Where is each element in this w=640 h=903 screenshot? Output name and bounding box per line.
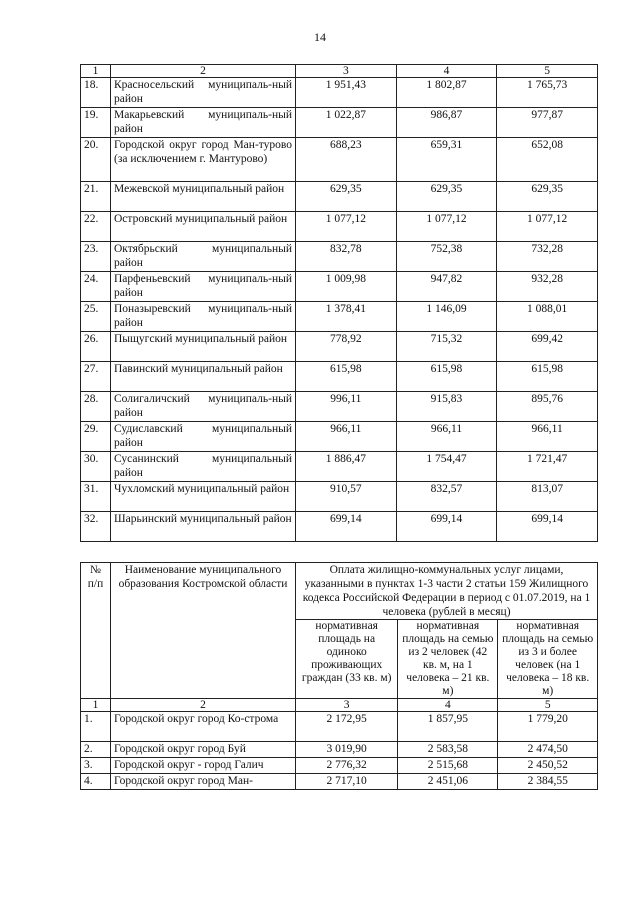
value-col4: 1 146,09 [396, 302, 497, 332]
table-row [81, 332, 598, 362]
value-col5: 699,14 [497, 512, 598, 542]
table-row [81, 302, 598, 332]
column-header-name: Наименование муниципального образования Костромской области [111, 563, 296, 699]
value-col4: 715,32 [396, 332, 497, 362]
table-row [81, 108, 598, 138]
value-col4: 699,14 [396, 512, 497, 542]
value-col5: 977,87 [497, 108, 598, 138]
row-name: Макарьевский муниципаль-ный район [111, 108, 296, 138]
value-col5: 1 077,12 [497, 212, 598, 242]
row-name: Сусанинский муниципальный район [111, 452, 296, 482]
value-col4: 2 515,68 [398, 758, 498, 774]
column-number: 1 [81, 699, 111, 712]
value-col5: 732,28 [497, 242, 598, 272]
value-col4: 1 802,87 [396, 78, 497, 108]
value-col4: 832,57 [396, 482, 497, 512]
row-name: Парфеньевский муниципаль-ный район [111, 272, 296, 302]
value-col5: 2 474,50 [498, 742, 598, 758]
value-col4: 2 451,06 [398, 774, 498, 790]
column-number: 3 [296, 65, 397, 78]
value-col5: 652,08 [497, 138, 598, 182]
row-number: 20. [81, 138, 111, 182]
row-name: Островский муниципальный район [111, 212, 296, 242]
value-col3: 1 951,43 [296, 78, 397, 108]
column-number: 5 [498, 699, 598, 712]
row-name: Городской округ город Ко-строма [111, 712, 296, 742]
value-col3: 1 077,12 [296, 212, 397, 242]
table-row [81, 452, 598, 482]
subheader-single: нормативная площадь на одиноко проживающих граждан (33 кв. м) [296, 620, 398, 699]
row-name: Межевской муниципальный район [111, 182, 296, 212]
value-col4: 1 077,12 [396, 212, 497, 242]
value-col5: 813,07 [497, 482, 598, 512]
table-row [81, 422, 598, 452]
page-number: 14 [314, 30, 326, 44]
column-number: 4 [398, 699, 498, 712]
row-number: 27. [81, 362, 111, 392]
table-row [81, 482, 598, 512]
value-col5: 615,98 [497, 362, 598, 392]
table-row [81, 272, 598, 302]
column-number: 2 [111, 699, 296, 712]
value-col4: 629,35 [396, 182, 497, 212]
column-number: 3 [296, 699, 398, 712]
table-row [81, 242, 598, 272]
value-col4: 615,98 [396, 362, 497, 392]
value-col3: 2 776,32 [296, 758, 398, 774]
value-col3: 778,92 [296, 332, 397, 362]
value-col3: 1 022,87 [296, 108, 397, 138]
row-number: 1. [81, 712, 111, 742]
value-col5: 2 384,55 [498, 774, 598, 790]
row-name: Городской округ город Буй [111, 742, 296, 758]
row-number: 22. [81, 212, 111, 242]
table-row [81, 742, 598, 758]
value-col4: 986,87 [396, 108, 497, 138]
row-number: 29. [81, 422, 111, 452]
value-col3: 1 886,47 [296, 452, 397, 482]
value-col4: 1 754,47 [396, 452, 497, 482]
value-col5: 1 088,01 [497, 302, 598, 332]
row-name: Шарьинский муниципальный район [111, 512, 296, 542]
payment-table [80, 562, 598, 790]
row-name: Пыщугский муниципальный район [111, 332, 296, 362]
column-number-row [81, 699, 598, 712]
value-col5: 1 765,73 [497, 78, 598, 108]
row-number: 3. [81, 758, 111, 774]
row-number: 25. [81, 302, 111, 332]
table-row [81, 182, 598, 212]
value-col3: 629,35 [296, 182, 397, 212]
column-number: 1 [81, 65, 111, 78]
continued-table [80, 64, 598, 542]
value-col3: 615,98 [296, 362, 397, 392]
value-col3: 2 717,10 [296, 774, 398, 790]
table-row [81, 774, 598, 790]
row-name: Поназыревский муниципаль-ный район [111, 302, 296, 332]
value-col4: 966,11 [396, 422, 497, 452]
value-col3: 832,78 [296, 242, 397, 272]
value-col3: 2 172,95 [296, 712, 398, 742]
column-number-row [81, 65, 598, 78]
row-number: 28. [81, 392, 111, 422]
subheader-three-plus: нормативная площадь на семью из 3 и более человек (на 1 человека – 18 кв. м) [498, 620, 598, 699]
row-number: 4. [81, 774, 111, 790]
column-header-number: № п/п [81, 563, 111, 699]
row-number: 18. [81, 78, 111, 108]
row-name: Солигаличский муниципаль-ный район [111, 392, 296, 422]
value-col5: 966,11 [497, 422, 598, 452]
row-name: Судиславский муниципальный район [111, 422, 296, 452]
value-col5: 1 721,47 [497, 452, 598, 482]
row-number: 21. [81, 182, 111, 212]
row-number: 26. [81, 332, 111, 362]
row-name: Павинский муниципальный район [111, 362, 296, 392]
value-col3: 688,23 [296, 138, 397, 182]
table-row [81, 78, 598, 108]
table-row [81, 138, 598, 182]
value-col3: 3 019,90 [296, 742, 398, 758]
value-col4: 752,38 [396, 242, 497, 272]
row-number: 23. [81, 242, 111, 272]
value-col3: 996,11 [296, 392, 397, 422]
column-number: 4 [396, 65, 497, 78]
row-name: Городской округ город Ман- [111, 774, 296, 790]
value-col5: 699,42 [497, 332, 598, 362]
value-col5: 2 450,52 [498, 758, 598, 774]
row-number: 19. [81, 108, 111, 138]
value-col3: 1 009,98 [296, 272, 397, 302]
value-col4: 2 583,58 [398, 742, 498, 758]
row-number: 31. [81, 482, 111, 512]
value-col3: 699,14 [296, 512, 397, 542]
row-number: 30. [81, 452, 111, 482]
value-col4: 1 857,95 [398, 712, 498, 742]
value-col4: 915,83 [396, 392, 497, 422]
row-name: Октябрьский муниципальный район [111, 242, 296, 272]
value-col5: 932,28 [497, 272, 598, 302]
row-name: Городской округ город Ман-турово (за исключением г. Мантурово) [111, 138, 296, 182]
row-name: Красносельский муниципаль-ный район [111, 78, 296, 108]
column-number: 2 [111, 65, 296, 78]
row-name: Городской округ - город Галич [111, 758, 296, 774]
value-col4: 659,31 [396, 138, 497, 182]
value-col4: 947,82 [396, 272, 497, 302]
table-row [81, 392, 598, 422]
table-row [81, 758, 598, 774]
table-row [81, 362, 598, 392]
table-row [81, 212, 598, 242]
value-col5: 629,35 [497, 182, 598, 212]
subheader-two-person: нормативная площадь на семью из 2 человек (42 кв. м, на 1 человека – 21 кв. м) [398, 620, 498, 699]
row-name: Чухломский муниципальный район [111, 482, 296, 512]
row-number: 24. [81, 272, 111, 302]
row-number: 32. [81, 512, 111, 542]
column-number: 5 [497, 65, 598, 78]
value-col5: 895,76 [497, 392, 598, 422]
table-row [81, 712, 598, 742]
group-header: Оплата жилищно-коммунальных услуг лицами, указанными в пунктах 1-3 части 2 статьи 159 Жилищного кодекса Российской Федерации в период с 01.07.2019, на 1 человека (рублей в месяц) [296, 563, 598, 620]
value-col3: 910,57 [296, 482, 397, 512]
value-col3: 966,11 [296, 422, 397, 452]
value-col3: 1 378,41 [296, 302, 397, 332]
value-col5: 1 779,20 [498, 712, 598, 742]
table-row [81, 512, 598, 542]
row-number: 2. [81, 742, 111, 758]
header-row [81, 563, 598, 620]
